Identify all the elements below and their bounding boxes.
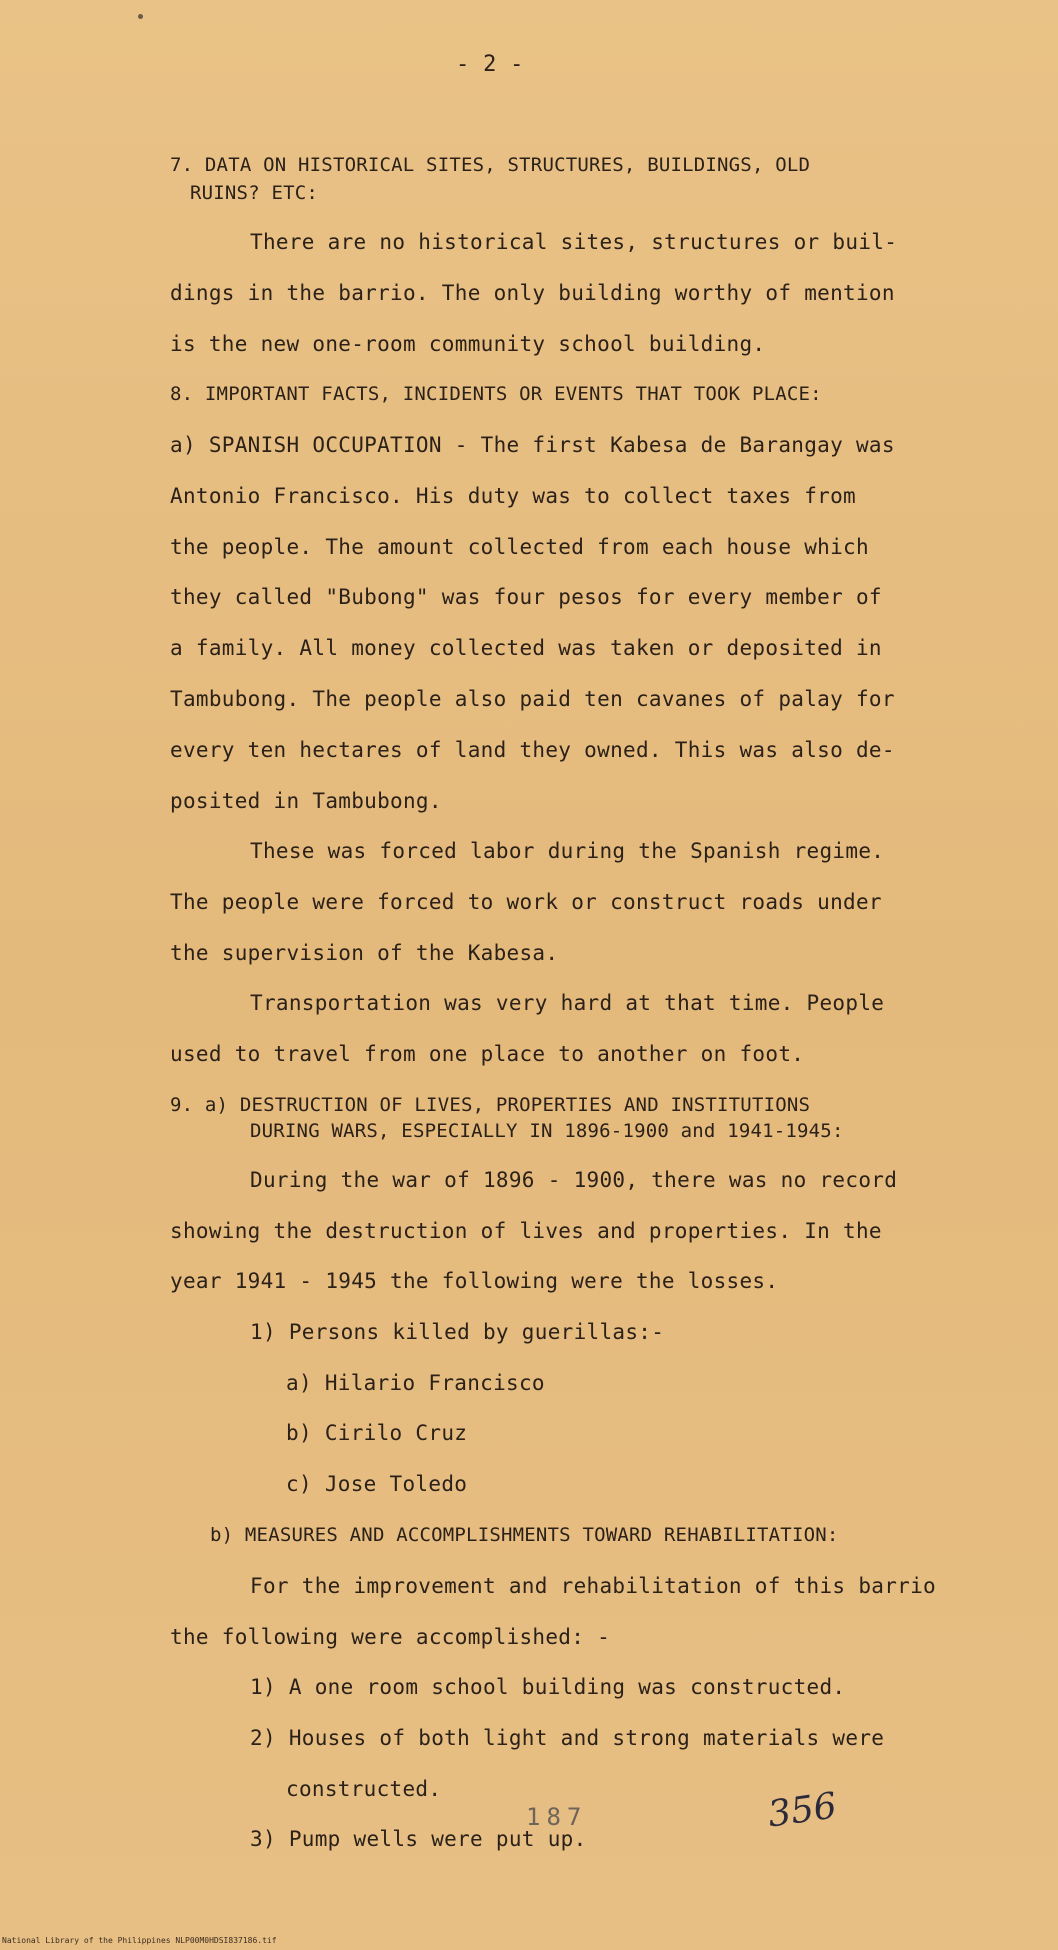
section-9b-heading: b) MEASURES AND ACCOMPLISHMENTS TOWARD REHABILITATION: [210,1524,839,1546]
stamped-number: 187 [526,1803,588,1831]
section-8-text-line: Tambubong. The people also paid ten cavanes of palay for [170,687,895,711]
section-8-text-line: every ten hectares of land they owned. This was also de- [170,738,895,762]
section-8-text-line: Transportation was very hard at that time. People [250,991,885,1015]
accomplishment-item: 3) Pump wells were put up. [250,1827,587,1851]
section-8-text-line: the people. The amount collected from each house which [170,535,869,559]
accomplishment-item: 2) Houses of both light and strong materials were [250,1726,885,1750]
section-9-text-line: year 1941 - 1945 the following were the losses. [170,1269,779,1293]
ink-speck [138,14,143,19]
section-8-text-line: a family. All money collected was taken or deposited in [170,636,882,660]
section-9b-text-line: For the improvement and rehabilitation of this barrio [250,1574,936,1598]
accomplishment-item: constructed. [286,1777,442,1801]
section-8-text-line: they called "Bubong" was four pesos for every member of [170,585,882,609]
section-8-heading: 8. IMPORTANT FACTS, INCIDENTS OR EVENTS THAT TOOK PLACE: [170,383,822,405]
killed-list-heading: 1) Persons killed by guerillas:- [250,1320,665,1344]
killed-list-item: c) Jose Toledo [286,1472,468,1496]
accomplishment-item: 1) A one room school building was constructed. [250,1675,846,1699]
section-8-text-line: used to travel from one place to another on foot. [170,1042,805,1066]
section-7-heading-cont: RUINS? ETC: [190,182,319,204]
page-number: - 2 - [456,52,524,77]
section-8-text-line: The people were forced to work or construct roads under [170,890,882,914]
archive-footer: National Library of the Philippines NLP00M0HDSI837186.tif [2,1936,277,1945]
section-8-text-line: a) SPANISH OCCUPATION - The first Kabesa de Barangay was [170,433,895,457]
section-9-text-line: During the war of 1896 - 1900, there was no record [250,1168,898,1192]
section-8-text-line: the supervision of the Kabesa. [170,941,559,965]
section-9a-heading-cont: DURING WARS, ESPECIALLY IN 1896-1900 and 1941-1945: [250,1120,844,1142]
section-9-text-line: showing the destruction of lives and properties. In the [170,1219,882,1243]
section-7-text-line: is the new one-room community school building. [170,332,766,356]
killed-list-item: a) Hilario Francisco [286,1371,545,1395]
section-8-text-line: posited in Tambubong. [170,789,442,813]
section-9b-text-line: the following were accomplished: - [170,1625,611,1649]
section-7-text-line: dings in the barrio. The only building worthy of mention [170,281,895,305]
section-8-text-line: Antonio Francisco. His duty was to collect taxes from [170,484,856,508]
killed-list-item: b) Cirilo Cruz [286,1421,468,1445]
section-7-heading: 7. DATA ON HISTORICAL SITES, STRUCTURES, BUILDINGS, OLD [170,154,811,176]
handwritten-number: 356 [765,1785,840,1836]
section-7-text-line: There are no historical sites, structures or buil- [250,230,898,254]
section-9a-heading: 9. a) DESTRUCTION OF LIVES, PROPERTIES AND INSTITUTIONS [170,1094,811,1116]
section-8-text-line: These was forced labor during the Spanish regime. [250,839,885,863]
